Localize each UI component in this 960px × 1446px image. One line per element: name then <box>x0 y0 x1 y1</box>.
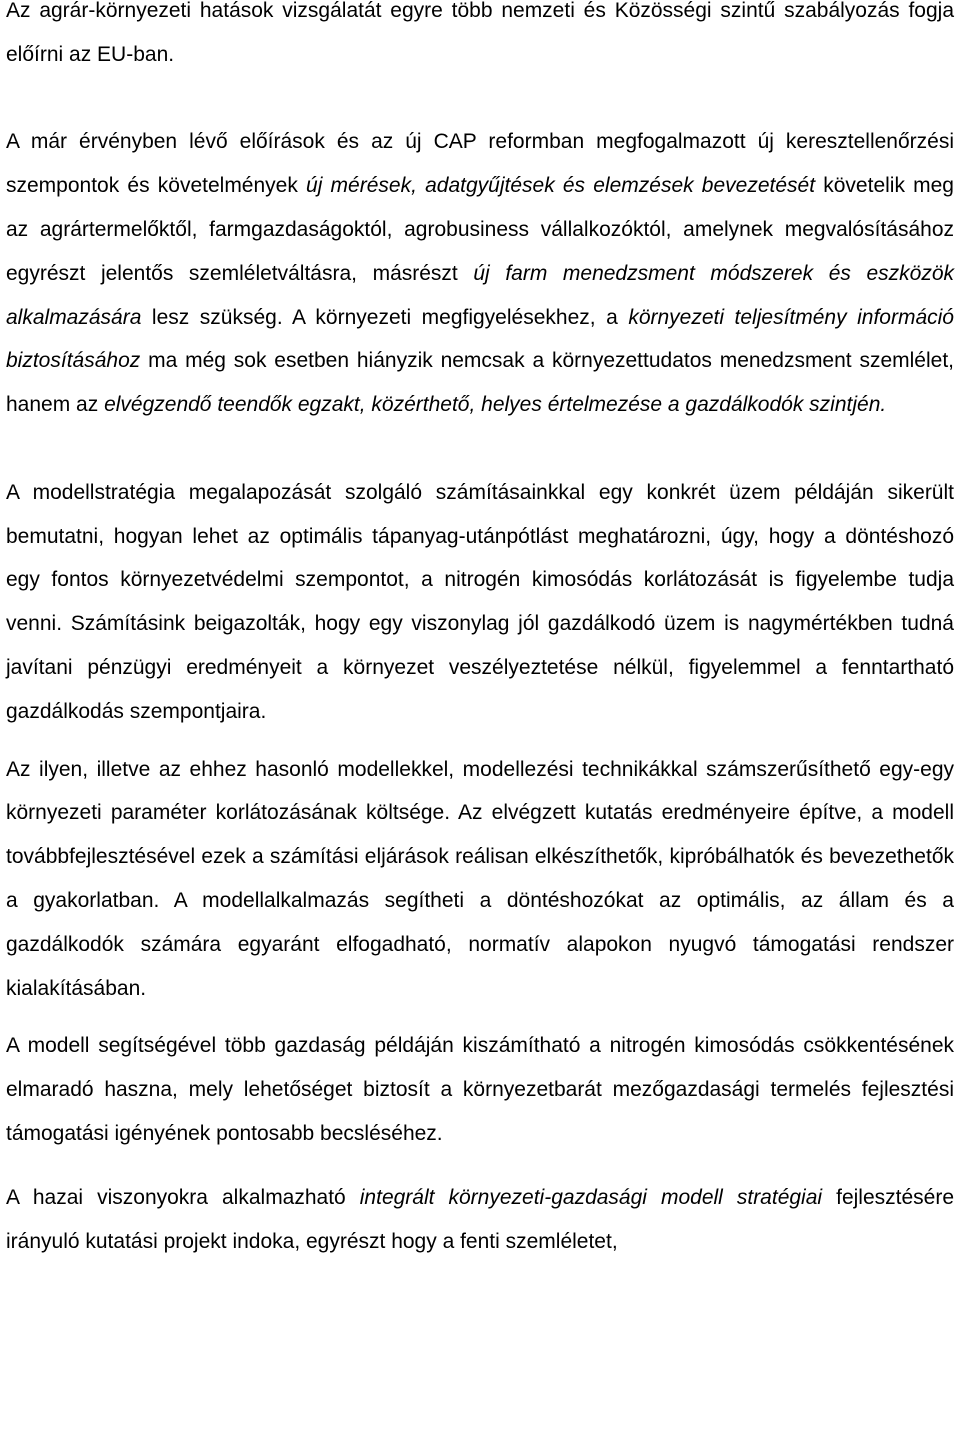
paragraph-6 <box>6 1176 954 1264</box>
paragraph-3-text: A modellstratégia megalapozását szolgáló számításainkkal egy konkrét üzem példáján sikerült bemutatni, hogyan lehet az optimális tápanyag-utánpótlást meghatározni, úgy, hogy a döntéshozó egy fontos környezetvédelmi szempontot, a nitrogén kimosódás korlátozását is figyelembe tudja venni. Számításink beigazolták, hogy egy viszonylag jól gazdálkodó üzem is nagymértékben tudná javítani pénzügyi eredményeit a környezet veszélyeztetése nélkül, figyelemmel a fenntartható gazdálkodás szempontjaira. <box>6 480 954 723</box>
paragraph-2-text-1: A már érvényben lévő előírások és az új CAP reformban megfogalmazott új keresztellenőrzési szempontok és követelmények <box>6 130 954 198</box>
paragraph-2-italic-1: új mérések, adatgyűjtések és elemzések bevezetését <box>306 174 816 198</box>
paragraph-2-italic-4: elvégzendő teendők egzakt, közérthető, helyes értelmezése a gazdálkodók szintjén. <box>104 393 887 417</box>
paragraph-2-text-2: követelik meg az agrártermelőktől, farmgazdaságoktól, agrobusiness vállalkozóktól, amelynek megvalósításához egyrészt jelentős szemléletváltásra, másrészt <box>6 174 954 285</box>
paragraph-gap <box>6 1010 954 1024</box>
paragraph-2 <box>6 120 954 427</box>
paragraph-gap <box>6 427 954 471</box>
paragraph-2-text-3: lesz szükség. A környezeti megfigyelésekhez, a <box>141 305 629 329</box>
paragraph-gap <box>6 77 954 121</box>
paragraph-4-text: Az ilyen, illetve az ehhez hasonló modellekkel, modellezési technikákkal számszerűsíthető egy-egy környezeti paraméter korlátozásának költsége. Az elvégzett kutatás eredményeire építve, a modell továbbfejlesztésével ezek a számítási eljárások reálisan elkészíthetők, kipróbálhatók és bevezethetők a gyakorlatban. A modellalkalmazás segítheti a döntéshozókat az optimális, az állam és a gazdálkodók számára egyaránt elfogadható, normatív alapokon nyugvó támogatási rendszer kialakításában. <box>6 757 954 1000</box>
paragraph-2-text-4: ma még sok esetben hiányzik nemcsak a környezettudatos menedzsment szemlélet, hanem az <box>6 349 954 417</box>
paragraph-5 <box>6 1024 954 1155</box>
paragraph-gap <box>6 1156 954 1176</box>
paragraph-1 <box>6 0 954 77</box>
paragraph-gap <box>6 734 954 748</box>
paragraph-4 <box>6 748 954 1011</box>
paragraph-3 <box>6 471 954 734</box>
paragraph-1-text: Az agrár-környezeti hatások vizsgálatát egyre több nemzeti és Közösségi szintű szabályozás fogja előírni az EU-ban. <box>6 0 954 66</box>
paragraph-5-text: A modell segítségével több gazdaság példáján kiszámítható a nitrogén kimosódás csökkentésének elmaradó haszna, mely lehetőséget biztosít a környezetbarát mezőgazdasági termelés fejlesztési támogatási igényének pontosabb becsléséhez. <box>6 1034 954 1145</box>
paragraph-6-text-2: fejlesztésére irányuló kutatási projekt indoka, egyrészt hogy a fenti szemléletet, <box>6 1185 954 1253</box>
paragraph-2-italic-2: új farm menedzsment módszerek és eszközök alkalmazására <box>6 261 955 329</box>
paragraph-2-italic-3: környezeti teljesítmény információ biztosításához <box>6 305 954 373</box>
paragraph-6-text-1: A hazai viszonyokra alkalmazható <box>6 1185 360 1209</box>
paragraph-6-italic-1: integrált környezeti-gazdasági modell stratégiai <box>359 1185 823 1209</box>
